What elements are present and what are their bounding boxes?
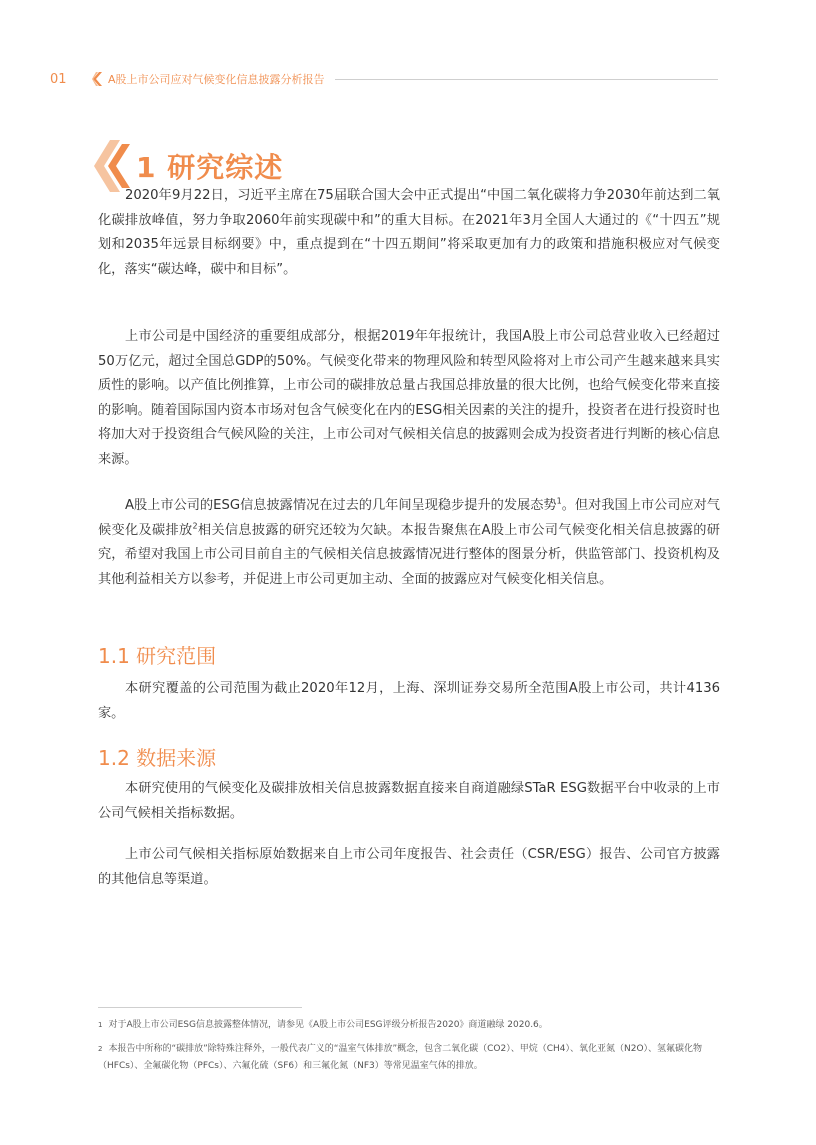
paragraph: 本研究使用的气候变化及碳排放相关信息披露数据直接来自商道融绿STaR ESG数据平台中收录的上市公司气候相关指标数据。 <box>98 781 720 821</box>
section-text <box>98 843 720 892</box>
section-title: 1.2 数据来源 <box>98 746 217 770</box>
header-divider <box>335 79 718 80</box>
section-text <box>98 677 720 726</box>
footnote-text: 本报告中所称的“碳排放”除特殊注释外，一般代表广义的“温室气体排放”概念，包含二氧化碳（CO2）、甲烷（CH4）、氧化亚氮（N2O）、氢氟碳化物（HFCs）、全氟碳化物（PFCs）、六氟化硫（SF6）和三氟化氮（NF3）等常见温室气体的排放。 <box>98 1044 703 1071</box>
footnote <box>98 1041 720 1075</box>
section-text <box>98 777 720 826</box>
footnote-mark: 2 <box>98 1045 103 1053</box>
page-number: 01 <box>50 71 67 87</box>
intro-text <box>98 325 720 472</box>
paragraph: 2020年9月22日，习近平主席在75届联合国大会中正式提出“中国二氧化碳将力争2030年前达到二氧化碳排放峰值，努力争取2060年前实现碳中和”的重大目标。在2021年3月全国人大通过的《“十四五”规划和2035年远景目标纲要》中，重点提到在“十四五期间”将采取更加有力的政策和措施积极应对气候变化，落实“碳达峰，碳中和目标”。 <box>98 188 720 277</box>
footnote-ref: 2 <box>192 521 198 531</box>
chapter-title: 1 研究综述 <box>136 151 284 184</box>
footnote-ref: 1 <box>556 496 562 506</box>
chevron-left-icon <box>92 72 102 86</box>
footnote-divider <box>98 1007 302 1008</box>
paragraph: 上市公司气候相关指标原始数据来自上市公司年度报告、社会责任（CSR/ESG）报告、公司官方披露的其他信息等渠道。 <box>98 847 720 887</box>
section-title: 1.1 研究范围 <box>98 644 217 668</box>
footnote-mark: 1 <box>98 1021 103 1029</box>
footnote-text: 对于A股上市公司ESG信息披露整体情况，请参见《A股上市公司ESG评级分析报告2020》商道融绿 2020.6。 <box>108 1020 548 1030</box>
paragraph: A股上市公司的ESG信息披露情况在过去的几年间呈现稳步提升的发展态势$^1$。但对我国上市公司应对气候变化及碳排放$^2$相关信息披露的研究还较为欠缺。本报告聚焦在A股上市公司气候变化相关信息披露的研究，希望对我国上市公司目前自主的气候相关信息披露情况进行整体的图景分析，供监管部门、投资机构及其他利益相关方以参考，并促进上市公司更加主动、全面的披露应对气候变化相关信息。 <box>98 496 720 587</box>
paragraph: 上市公司是中国经济的重要组成部分，根据2019年年报统计，我国A股上市公司总营业收入已经超过50万亿元，超过全国总GDP的50%。气候变化带来的物理风险和转型风险将对上市公司产生越来越来具实质性的影响。以产值比例推算，上市公司的碳排放总量占我国总排放量的很大比例，也给气候变化带来直接的影响。随着国际国内资本市场对包含气候变化在内的ESG相关因素的关注的提升，投资者在进行投资时也将加大对于投资组合气候风险的关注，上市公司对气候相关信息的披露则会成为投资者进行判断的核心信息来源。 <box>98 329 720 467</box>
paragraph: 本研究覆盖的公司范围为截止2020年12月，上海、深圳证券交易所全范围A股上市公司，共计4136家。 <box>98 681 720 721</box>
report-title: A股上市公司应对气候变化信息披露分析报告 <box>108 73 325 86</box>
intro-text <box>98 494 720 592</box>
page-header <box>50 68 718 90</box>
footnote <box>98 1017 720 1034</box>
intro-text <box>98 184 720 282</box>
